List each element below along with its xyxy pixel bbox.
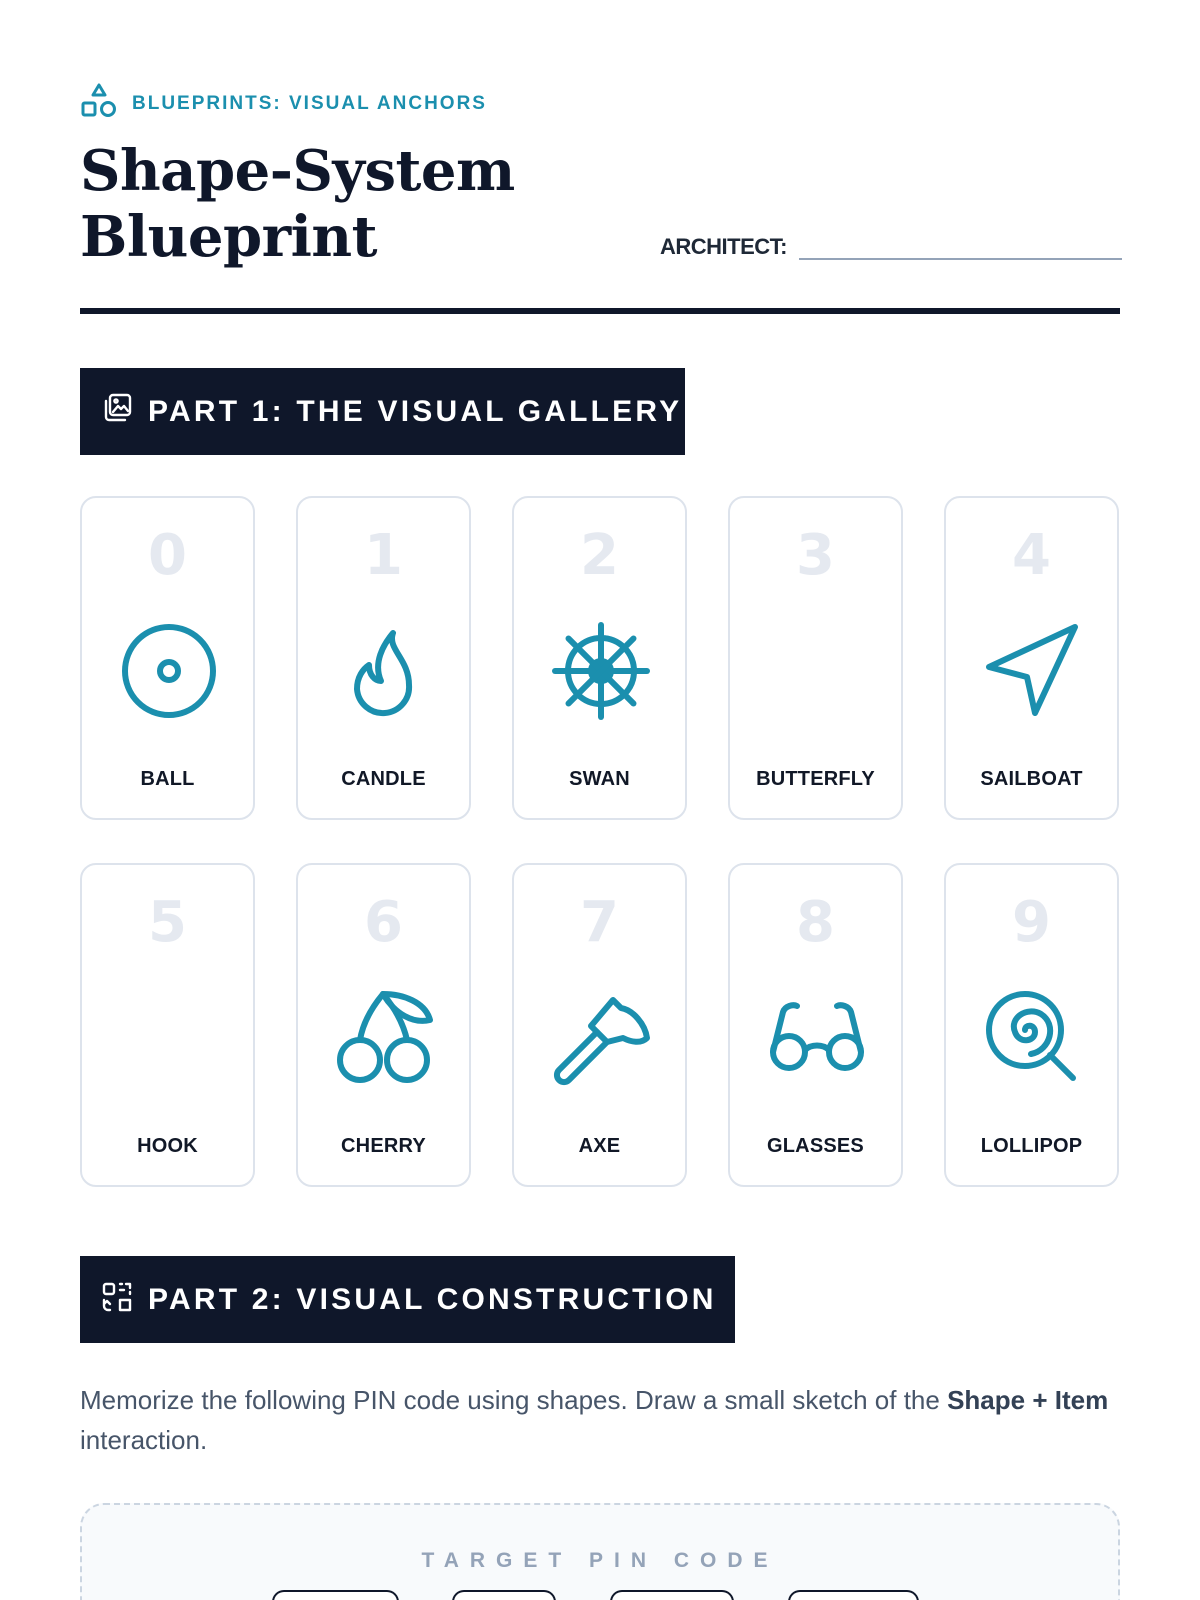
architect-field (660, 230, 1122, 260)
card-label: BALL (140, 768, 195, 790)
part1-label: PART 1: THE VISUAL GALLERY (148, 394, 683, 428)
page-title (80, 138, 640, 270)
card-number: 5 (148, 890, 187, 955)
card-label: GLASSES (767, 1135, 864, 1157)
part2-label: PART 2: VISUAL CONSTRUCTION (148, 1282, 717, 1316)
card-number: 7 (580, 890, 619, 955)
architect-input-line[interactable] (799, 230, 1122, 260)
gallery-card-4 (944, 496, 1119, 820)
gallery-card-9 (944, 863, 1119, 1187)
card-number: 8 (796, 890, 835, 955)
card-number: 2 (580, 523, 619, 588)
instructions-emphasis: Shape + Item (947, 1385, 1109, 1415)
pin-title: TARGET PIN CODE (421, 1549, 779, 1572)
card-number: 1 (364, 523, 403, 588)
gallery-card-1 (296, 496, 471, 820)
card-label: BUTTERFLY (756, 768, 875, 790)
gallery-card-7 (512, 863, 687, 1187)
gallery-card-8 (728, 863, 903, 1187)
glasses-icon (767, 988, 867, 1088)
card-label: AXE (578, 1135, 621, 1157)
cherry-icon (335, 988, 435, 1088)
header-divider (80, 308, 1120, 314)
card-number: 3 (796, 523, 835, 588)
pin-slot-3[interactable] (610, 1590, 734, 1600)
card-label: HOOK (137, 1135, 198, 1157)
card-label: CANDLE (341, 768, 426, 790)
architect-label: ARCHITECT: (660, 234, 787, 259)
card-number: 0 (148, 523, 187, 588)
qr-scan-icon (100, 1280, 134, 1319)
title-line-2: Blueprint (80, 204, 377, 270)
gallery-card-5 (80, 863, 255, 1187)
instructions-text-c: interaction. (80, 1425, 208, 1455)
gallery-row-2 (80, 863, 1119, 1187)
gallery-card-3 (728, 496, 903, 820)
card-number: 4 (1012, 523, 1051, 588)
worksheet (80, 0, 1120, 1600)
flame-icon (335, 621, 435, 721)
eyebrow (80, 82, 487, 125)
instructions-text-a: Memorize the following PIN code using shapes. Draw a small sketch of the (80, 1385, 948, 1415)
pin-slot-1[interactable] (272, 1590, 399, 1600)
target-circle-icon (119, 621, 219, 721)
card-number: 6 (364, 890, 403, 955)
pin-slot-4[interactable] (788, 1590, 919, 1600)
lollipop-icon (983, 988, 1083, 1088)
gallery-card-6 (296, 863, 471, 1187)
title-line-1: Shape-System (80, 138, 515, 204)
gallery-card-0 (80, 496, 255, 820)
gallery-icon (100, 392, 134, 431)
pin-code-box (80, 1503, 1120, 1600)
navigation-arrow-icon (983, 621, 1083, 721)
card-label: SAILBOAT (980, 768, 1083, 790)
shapes-icon (80, 82, 118, 125)
eyebrow-text: BLUEPRINTS: VISUAL ANCHORS (132, 92, 487, 114)
card-label: CHERRY (341, 1135, 426, 1157)
part2-banner (80, 1256, 735, 1343)
gallery-card-2 (512, 496, 687, 820)
part1-banner (80, 368, 685, 455)
card-label: SWAN (569, 768, 630, 790)
axe-icon (551, 988, 651, 1088)
pin-slot-2[interactable] (452, 1590, 556, 1600)
card-number: 9 (1012, 890, 1051, 955)
ship-wheel-icon (551, 621, 651, 721)
gallery-row-1 (80, 496, 1119, 820)
instructions (80, 1380, 1120, 1460)
card-label: LOLLIPOP (980, 1135, 1083, 1157)
